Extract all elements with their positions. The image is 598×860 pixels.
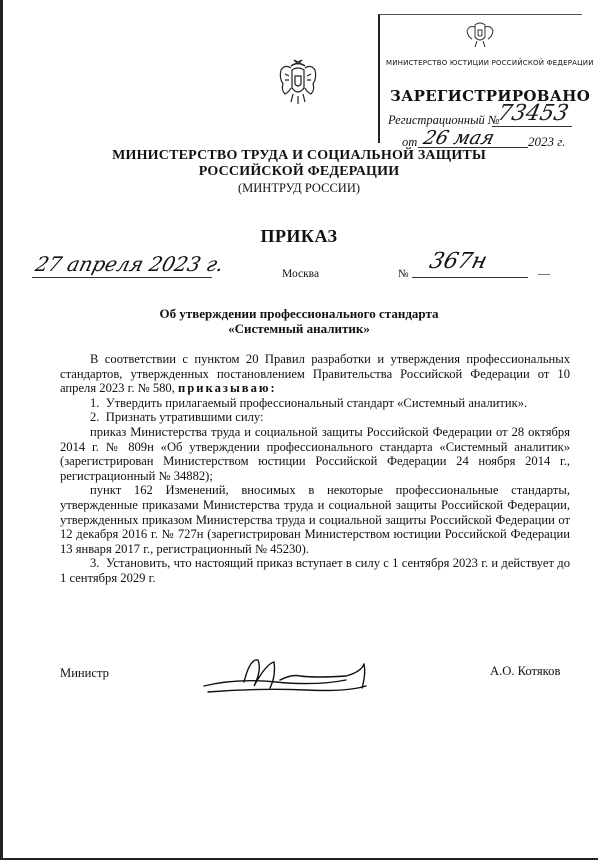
ministry-short-name: (МИНТРУД РОССИИ) [237,181,361,195]
stamp-reg-number-handwritten: 73453 [495,101,571,126]
stamp-emblem-icon [464,19,496,51]
order-number-dash: — [538,266,550,280]
stamp-from-label: от [402,135,418,149]
signatory-name: А.О. Котяков [490,664,561,678]
handwritten-signature [196,652,406,698]
order-number-handwritten: 367н [426,249,490,274]
registration-stamp [378,14,594,149]
item-2-paragraph-b: пункт 162 Изменений, вносимых в некоторые профессиональные стандарты, утвержденные приказами Министерства труда и социальной защиты Российской Федерации, утвержденных приказом Министерства труда и социальной защиты Российской Федерации от 12 декабря 2016 г. № 727н (зарегистрирован Министерством юстиции Российской Федерации 13 января 2017 г., регистрационный № 45230). [60,483,570,556]
order-word: приказываю: [178,381,277,396]
order-place: Москва [282,268,320,280]
order-number-sign: № [398,268,409,280]
stamp-reg-year: 2023 г. [528,134,566,149]
subject-line2: «Системный аналитик» [228,321,370,336]
item-3: 3. Установить, что настоящий приказ вступает в силу с 1 сентября 2023 г. и действует до 1 сентября 2029 г. [60,556,570,585]
stamp-reg-date-handwritten: 26 мая [421,127,497,149]
stamp-reg-number-line [492,126,572,127]
order-body [60,352,570,586]
stamp-registered-text: ЗАРЕГИСТРИРОВАНО [390,87,591,105]
intro-text: В соответствии с пунктом 20 Правил разработки и утверждения профессиональных стандартов, утвержденных постановлением Правительства Российской Федерации от 10 апреля 2023 г. № 580, [60,352,570,396]
order-subject [0,306,598,336]
subject-line1: Об утверждении профессионального стандарта [159,306,439,321]
item-2: 2. Признать утратившими силу: [90,410,264,425]
ministry-name-line2: РОССИЙСКОЙ ФЕДЕРАЦИИ [198,164,400,179]
document-type-title: ПРИКАЗ [260,226,338,246]
scan-edge-left [0,0,3,860]
order-date-handwritten: 27 апреля 2023 г. [33,252,227,276]
signatory-title: Министр [60,666,109,680]
stamp-reg-number-label: Регистрационный № [388,113,500,127]
item-1: 1. Утвердить прилагаемый профессиональный стандарт «Системный аналитик». [90,395,528,410]
order-number-line [412,277,528,278]
coat-of-arms-icon [273,58,323,108]
order-date-line [32,277,212,278]
ministry-heading [0,148,598,196]
intro-paragraph [60,352,570,396]
ministry-name-line1: МИНИСТЕРСТВО ТРУДА И СОЦИАЛЬНОЙ ЗАЩИТЫ [112,148,486,163]
item-2-paragraph-a: приказ Министерства труда и социальной защиты Российской Федерации от 28 октября 2014 г. № 809н «Об утверждении профессионального стандарта «Системный аналитик» (зарегистрирован Министерством юстиции Российской Федерации 24 ноября 2014 г., регистрационный № 34882); [60,424,570,483]
stamp-ministry-text: МИНИСТЕРСТВО ЮСТИЦИИ РОССИЙСКОЙ ФЕДЕРАЦИИ [386,59,594,67]
